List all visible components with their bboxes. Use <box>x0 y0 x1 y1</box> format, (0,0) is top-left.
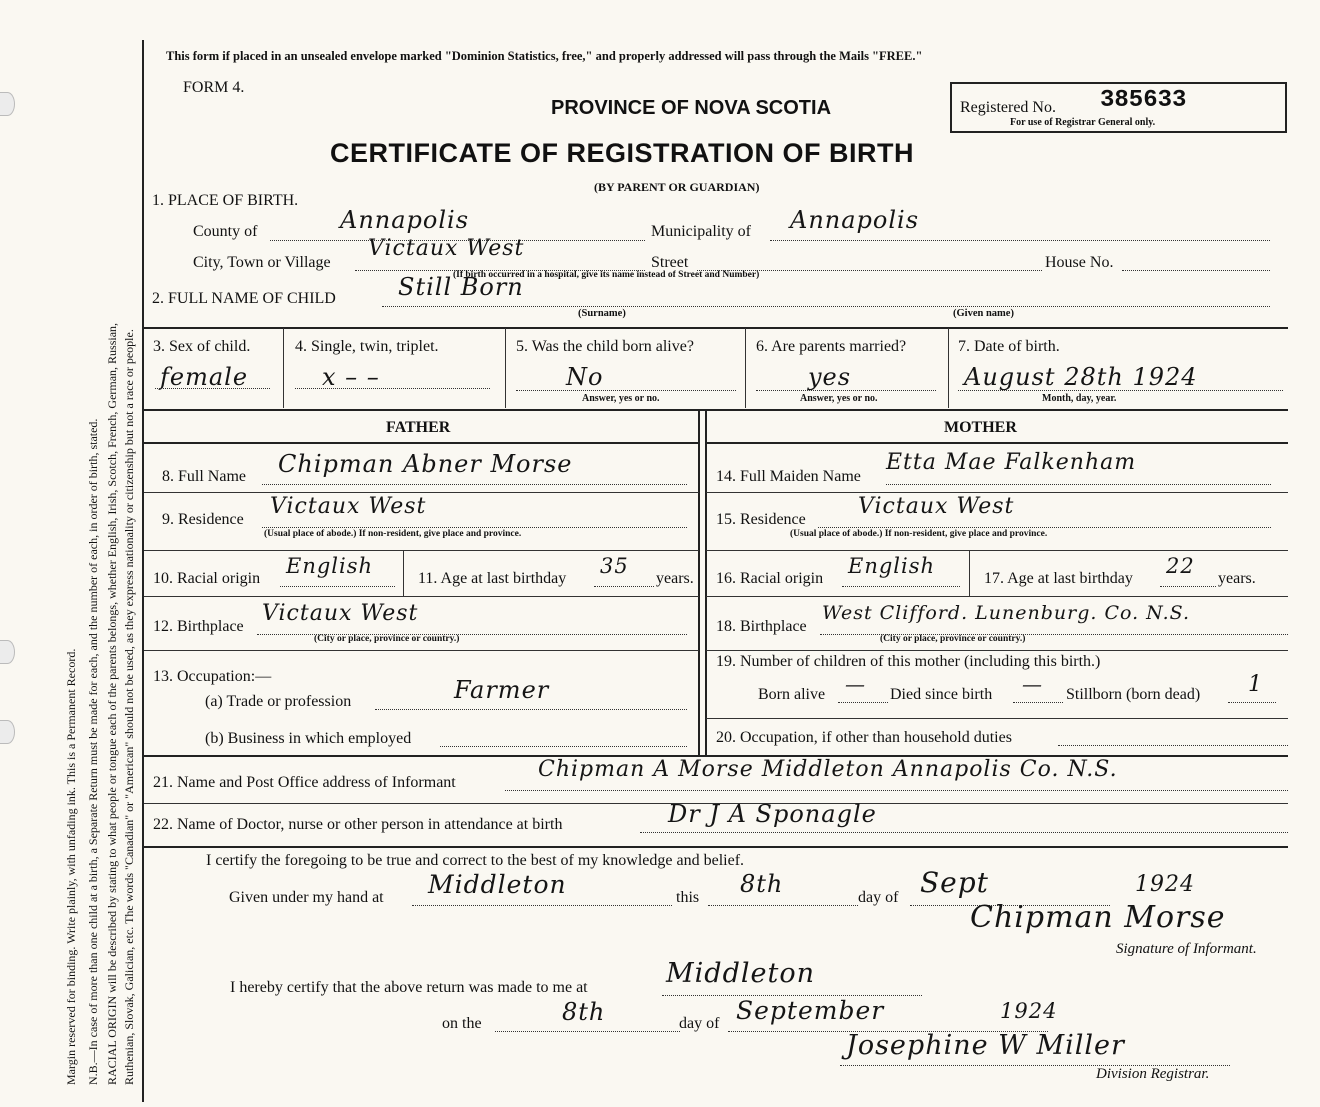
father-trade-line <box>375 709 687 710</box>
certification-year-value: 1924 <box>1135 872 1195 897</box>
born-alive-count-label: Born alive <box>758 686 826 703</box>
mother-name-value: Etta Mae Falkenham <box>886 450 1137 475</box>
born-alive-value: No <box>566 363 604 391</box>
father-age-value: 35 <box>600 554 629 578</box>
house-number-line <box>1122 270 1270 271</box>
parents-married-label: 6. Are parents married? <box>756 338 907 355</box>
registrar-signature: Josephine W Miller <box>846 1030 1125 1061</box>
born-alive-line <box>516 390 736 391</box>
registrar-place-value: Middleton <box>666 958 815 989</box>
certification-statement: I certify the foregoing to be true and correct to the best of my knowledge and belief. <box>206 852 745 869</box>
certification-month-value: Sept <box>920 866 989 899</box>
father-business-label: (b) Business in which employed <box>205 730 412 747</box>
date-of-birth-line <box>958 390 1283 391</box>
house-number-label: House No. <box>1045 254 1114 271</box>
municipality-value: Annapolis <box>790 206 920 234</box>
mother-occupation-line <box>1058 745 1288 746</box>
father-residence-value: Victaux West <box>270 494 427 519</box>
father-heading: FATHER <box>386 419 451 436</box>
stillborn-label: Stillborn (born dead) <box>1066 686 1201 703</box>
born-alive-note: Answer, yes or no. <box>582 393 660 404</box>
father-name-value: Chipman Abner Morse <box>278 450 573 478</box>
mother-age-line <box>1160 586 1216 587</box>
certification-day-of-label: day of <box>858 889 899 906</box>
father-residence-note: (Usual place of abode.) If non-resident, give place and province. <box>264 529 522 539</box>
margin-note-racial-origin-continued: Ruthenian, Slovak, Galician, etc. The words "Canadian" or "American" should not be used, as they express nationality or citizenship but not a race or people. <box>122 329 136 1085</box>
mother-residence-line <box>818 527 1271 528</box>
street-label: Street <box>651 254 689 271</box>
father-racial-line <box>280 586 395 587</box>
divider <box>144 409 1288 411</box>
place-of-birth-label: 1. PLACE OF BIRTH. <box>152 192 299 209</box>
plurality-line <box>295 388 490 389</box>
divider <box>144 327 1288 329</box>
divider <box>706 550 1288 551</box>
child-name-value: Still Born <box>398 273 524 301</box>
doctor-value: Dr J A Sponagle <box>668 800 877 828</box>
plurality-label: 4. Single, twin, triplet. <box>295 338 439 355</box>
informant-signature: Chipman Morse <box>970 900 1226 935</box>
registrar-statement: I hereby certify that the above return was made to me at <box>230 979 588 996</box>
mother-racial-label: 16. Racial origin <box>716 570 824 587</box>
mother-birthplace-value: West Clifford. Lunenburg. Co. N.S. <box>822 602 1191 624</box>
date-of-birth-note: Month, day, year. <box>1042 393 1117 404</box>
father-residence-label: 9. Residence <box>162 511 244 528</box>
mother-age-value: 22 <box>1166 554 1195 578</box>
father-residence-line <box>262 527 687 528</box>
doctor-line <box>640 832 1288 833</box>
county-label: County of <box>193 223 258 240</box>
divider <box>745 328 746 408</box>
divider <box>283 328 284 408</box>
divider <box>948 328 949 408</box>
date-of-birth-value: August 28th 1924 <box>964 363 1198 391</box>
mother-residence-value: Victaux West <box>858 494 1015 519</box>
given-name-note: (Given name) <box>953 308 1014 319</box>
form-left-border <box>142 40 144 1102</box>
divider <box>144 596 699 597</box>
father-birthplace-label: 12. Birthplace <box>153 618 244 635</box>
mother-racial-value: English <box>848 554 936 578</box>
postal-notice: This form if placed in an unsealed envelope marked "Dominion Statistics, free," and properly addressed will pass through the Mails "FREE." <box>166 49 923 63</box>
certificate-subtitle: (BY PARENT OR GUARDIAN) <box>594 180 760 194</box>
margin-note-multiple-births: N.B.—In case of more than one child at a birth, a Separate Return must be made for each, and the number of each, in order of birth, stated. <box>86 418 100 1085</box>
sex-value: female <box>160 363 249 391</box>
divider <box>144 492 699 493</box>
street-line <box>697 270 1042 271</box>
parents-married-line <box>756 390 936 391</box>
given-under-hand-label: Given under my hand at <box>229 889 384 906</box>
died-since-birth-label: Died since birth <box>890 686 993 703</box>
father-years-label: years. <box>656 570 694 587</box>
mother-occupation-label: 20. Occupation, if other than household duties <box>716 729 1012 746</box>
mother-age-label: 17. Age at last birthday <box>984 570 1133 587</box>
certification-day-line <box>708 905 858 906</box>
registrar-day-value: 8th <box>562 998 606 1026</box>
city-value: Victaux West <box>368 236 525 261</box>
father-age-line <box>594 586 654 587</box>
informant-value: Chipman A Morse Middleton Annapolis Co. N.S. <box>538 757 1118 782</box>
died-since-birth-line <box>1013 702 1063 703</box>
registrar-note: For use of Registrar General only. <box>1010 117 1156 128</box>
city-hospital-note: (If birth occurred in a hospital, give its name instead of Street and Number) <box>453 270 760 280</box>
divider <box>505 328 506 408</box>
registrar-day-of-label: day of <box>679 1015 720 1032</box>
mother-heading: MOTHER <box>944 419 1017 436</box>
doctor-label: 22. Name of Doctor, nurse or other person in attendance at birth <box>153 816 563 833</box>
mother-birthplace-label: 18. Birthplace <box>716 618 807 635</box>
sex-line <box>155 388 270 389</box>
father-age-label: 11. Age at last birthday <box>418 570 567 587</box>
binding-hole <box>0 640 15 664</box>
child-name-label: 2. FULL NAME OF CHILD <box>152 290 336 307</box>
divider <box>144 650 699 651</box>
parents-divider-left <box>698 410 700 755</box>
municipality-line <box>770 240 1270 241</box>
father-name-line <box>262 484 687 485</box>
this-label: this <box>676 889 700 906</box>
date-of-birth-label: 7. Date of birth. <box>958 338 1060 355</box>
divider <box>144 442 699 444</box>
city-label: City, Town or Village <box>193 254 331 271</box>
father-business-line <box>440 746 687 747</box>
county-value: Annapolis <box>340 206 470 234</box>
father-birthplace-value: Victaux West <box>262 601 419 626</box>
registrar-month-value: September <box>736 996 885 1025</box>
mother-racial-line <box>842 586 960 587</box>
divider <box>403 551 404 596</box>
parents-married-value: yes <box>808 363 852 391</box>
born-alive-label: 5. Was the child born alive? <box>516 338 694 355</box>
registered-number: 385633 <box>1100 87 1187 114</box>
given-place-line <box>412 905 672 906</box>
mother-children-label: 19. Number of children of this mother (including this birth.) <box>716 653 1101 670</box>
father-birthplace-note: (City or place, province or country.) <box>314 634 460 644</box>
informant-label: 21. Name and Post Office address of Informant <box>153 774 456 791</box>
mother-residence-note: (Usual place of abode.) If non-resident, give place and province. <box>790 529 1048 539</box>
father-trade-value: Farmer <box>454 676 550 704</box>
divider <box>144 550 699 551</box>
mother-residence-label: 15. Residence <box>716 511 806 528</box>
registrar-year-value: 1924 <box>1000 999 1058 1023</box>
father-name-label: 8. Full Name <box>162 468 246 485</box>
registrar-day-line <box>495 1031 680 1032</box>
registered-number-box <box>950 82 1287 133</box>
mother-name-label: 14. Full Maiden Name <box>716 468 861 485</box>
died-since-birth-value: — <box>1022 672 1043 696</box>
father-trade-label: (a) Trade or profession <box>205 693 352 710</box>
informant-line <box>505 790 1288 791</box>
stillborn-value: 1 <box>1248 672 1263 697</box>
divider <box>144 846 1288 848</box>
mother-name-line <box>886 484 1271 485</box>
binding-hole <box>0 92 15 116</box>
father-racial-label: 10. Racial origin <box>153 570 261 587</box>
born-alive-count-value: — <box>845 672 866 696</box>
divider <box>706 596 1288 597</box>
form-number: FORM 4. <box>183 79 245 96</box>
registered-label: Registered No. <box>960 99 1056 116</box>
given-place-value: Middleton <box>428 870 567 899</box>
municipality-label: Municipality of <box>651 223 751 240</box>
divider <box>706 442 1288 444</box>
margin-note-racial-origin: RACIAL ORIGIN will be described by stating to what people or tongue each of the parents belongs, whether English, Irish, Scotch, French, German, Russian, <box>105 322 119 1085</box>
sex-label: 3. Sex of child. <box>153 338 251 355</box>
informant-signature-label: Signature of Informant. <box>1116 941 1257 957</box>
divider <box>969 551 970 596</box>
stillborn-line <box>1228 702 1276 703</box>
certificate-title: CERTIFICATE OF REGISTRATION OF BIRTH <box>330 138 914 168</box>
divider <box>706 718 1288 719</box>
divider <box>706 650 1288 651</box>
province-heading: PROVINCE OF NOVA SCOTIA <box>551 97 832 119</box>
father-occupation-label: 13. Occupation:— <box>153 668 272 685</box>
binding-hole <box>0 720 15 744</box>
plurality-value: x – – <box>322 363 380 391</box>
mother-years-label: years. <box>1218 570 1256 587</box>
child-name-line <box>382 306 1270 307</box>
certification-day-value: 8th <box>740 870 784 898</box>
father-racial-value: English <box>286 554 374 578</box>
margin-note-binding: Margin reserved for binding. Write plainly, with unfading ink. This is a Permanent Record. <box>64 648 78 1085</box>
parents-divider-right <box>705 410 707 755</box>
surname-note: (Surname) <box>578 308 626 319</box>
registrar-signature-label: Division Registrar. <box>1096 1066 1210 1082</box>
divider <box>706 492 1288 493</box>
registrar-on-label: on the <box>442 1015 482 1032</box>
mother-birthplace-note: (City or place, province or country.) <box>880 634 1026 644</box>
parents-married-note: Answer, yes or no. <box>800 393 878 404</box>
born-alive-count-line <box>838 702 888 703</box>
